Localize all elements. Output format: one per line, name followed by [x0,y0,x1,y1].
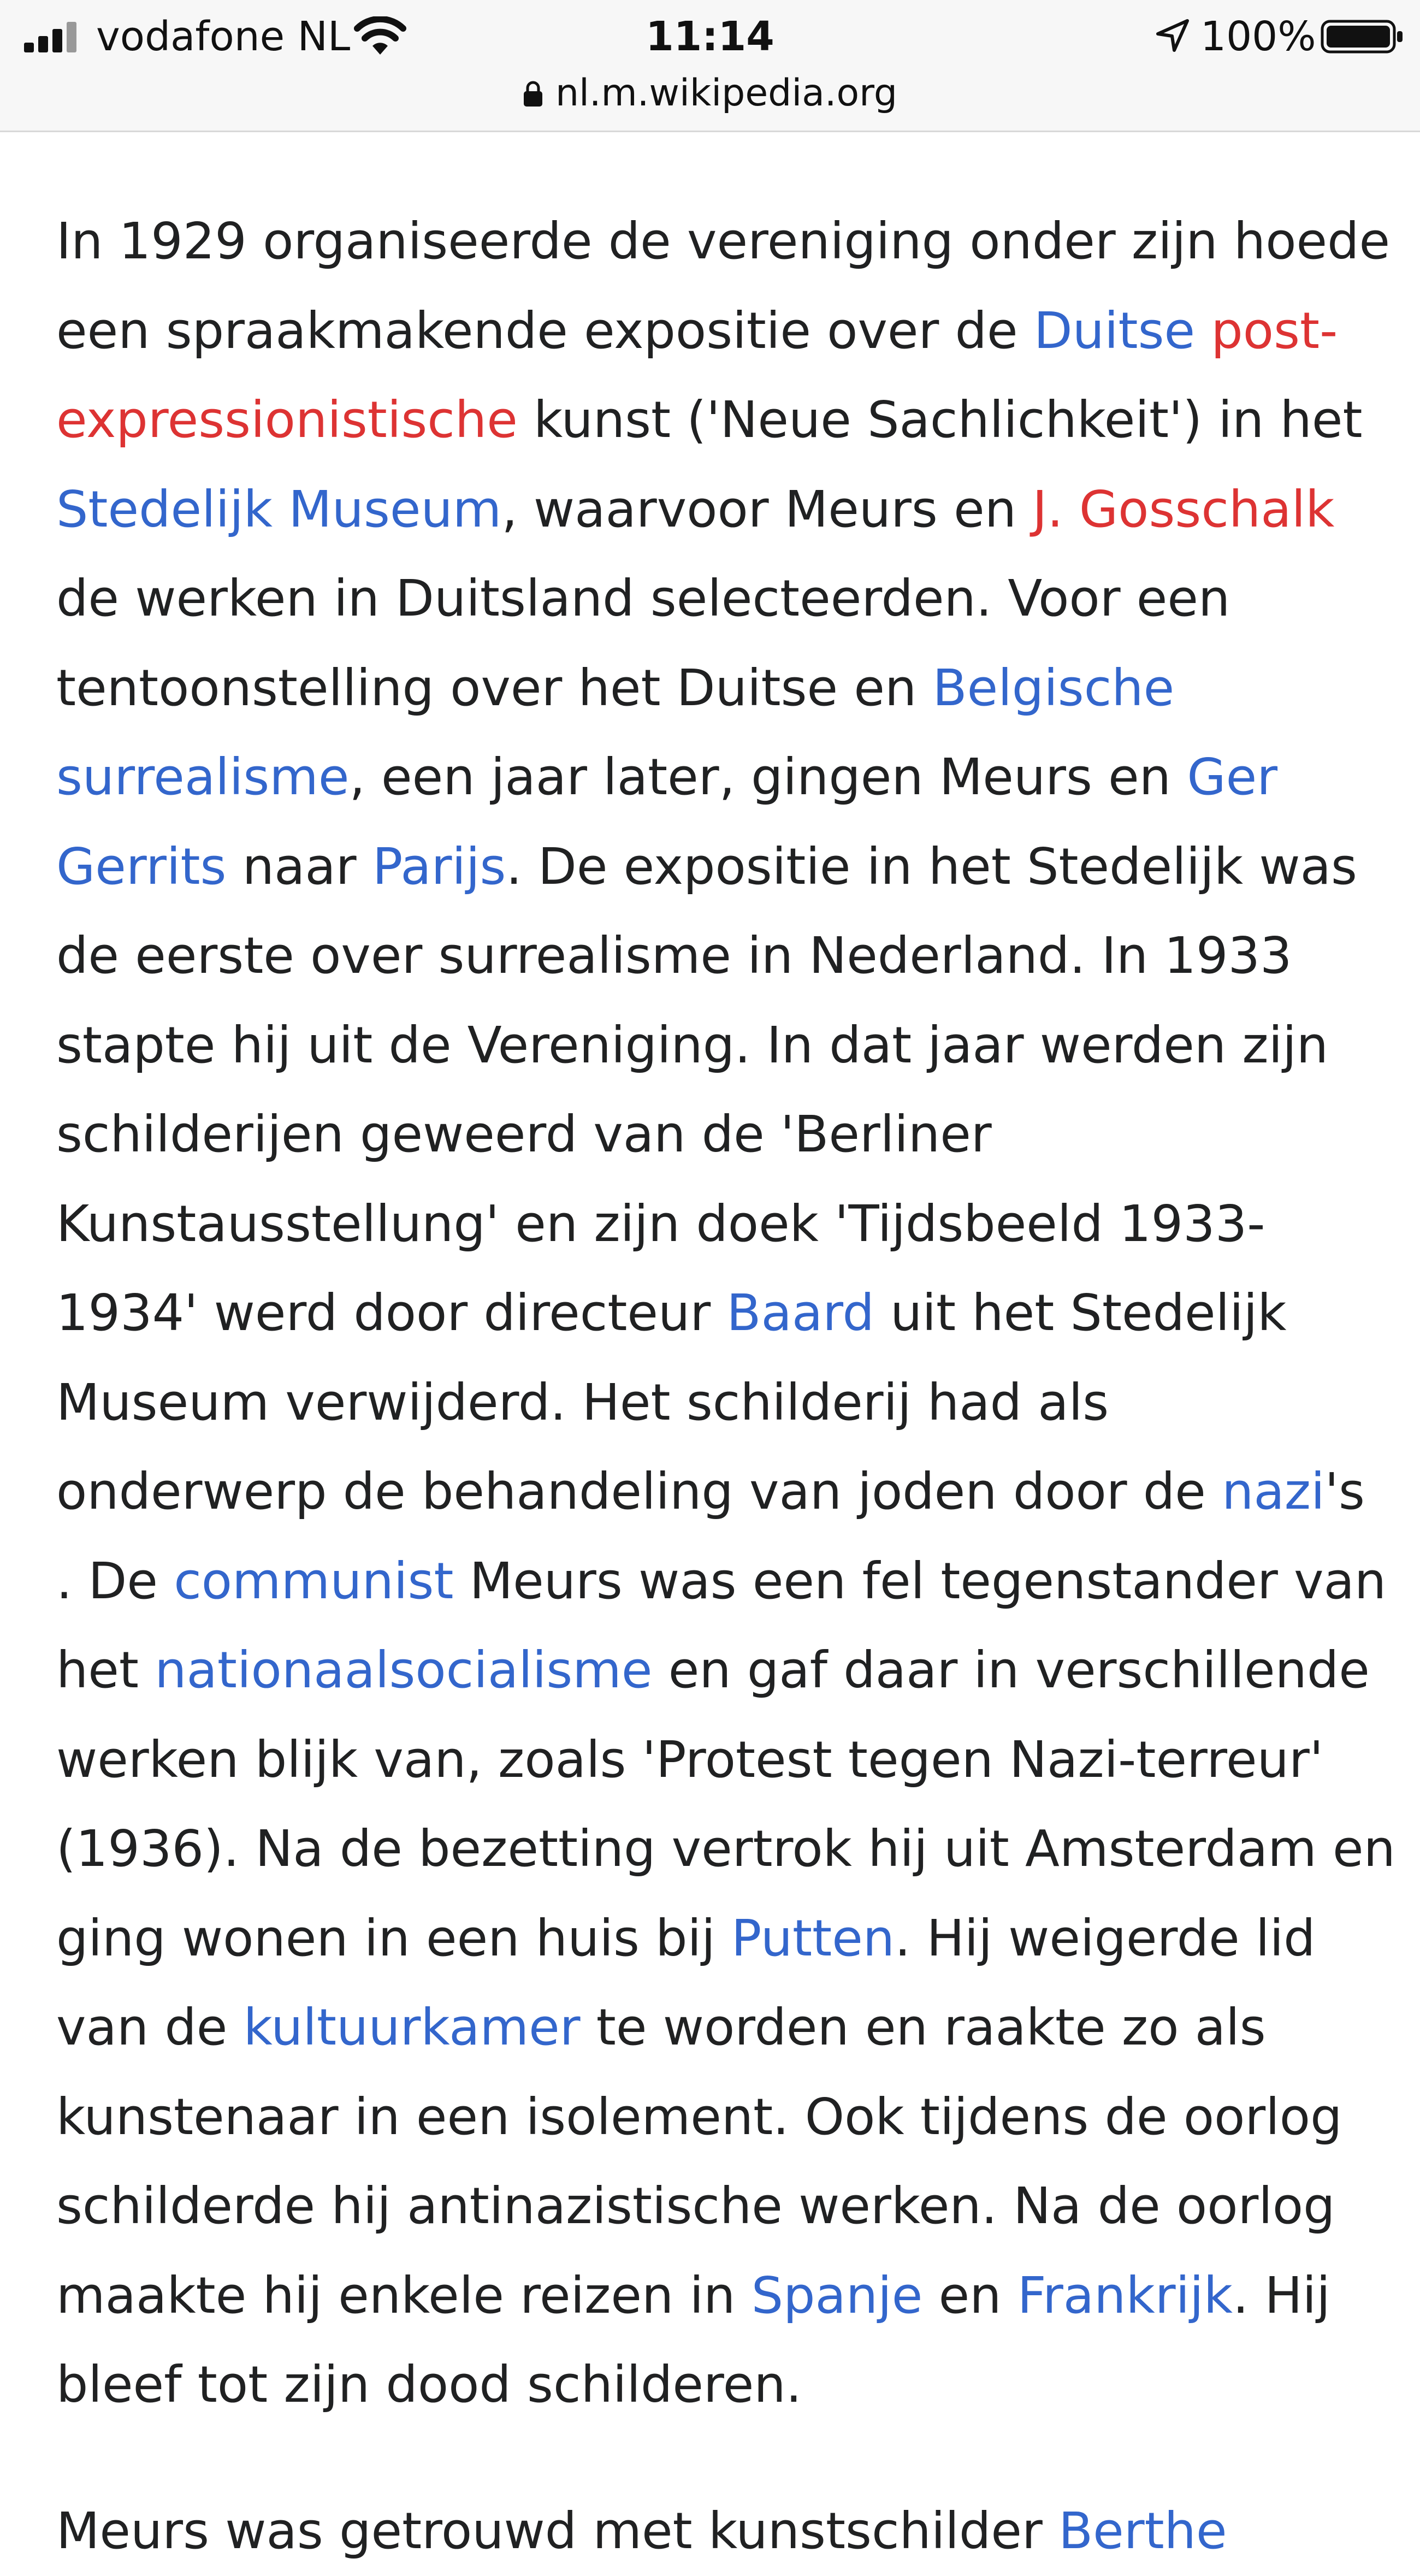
paragraph-text: kunstenaar in een isolement. Ook tijdens de oorlog [56,2087,1342,2146]
paragraph-text: 1934' werd door directeur [56,1284,727,1342]
paragraph-text: (1936). Na de bezetting vertrok hij uit Amsterdam en [56,1819,1395,1878]
link-parijs[interactable]: Parijs [372,837,506,896]
text-line [56,1447,1378,1537]
paragraph-text: werken blijk van, zoals 'Protest tegen Nazi-terreur' [56,1730,1324,1789]
text-line [56,1358,1378,1447]
battery-icon [1321,20,1404,54]
link-duitse[interactable]: Duitse [1033,301,1196,360]
link-nazi[interactable]: nazi [1222,1462,1325,1521]
article-paragraph [56,197,1395,2430]
paragraph-text: uit het Stedelijk [874,1284,1287,1342]
text-line [56,2340,1378,2430]
paragraph-text: . De expositie in het Stedelijk was [506,837,1357,896]
location-arrow-icon [1156,19,1190,52]
paragraph-text: . Hij [1232,2266,1330,2325]
text-line [56,286,1378,376]
text-line [56,1179,1378,1269]
battery-percentage: 100% [1200,13,1316,60]
link-putten[interactable]: Putten [731,1909,895,1968]
text-line [56,2251,1378,2341]
text-line [56,1715,1378,1805]
link-spanje[interactable]: Spanje [751,2266,923,2325]
paragraph-text: Kunstausstellung' en zijn doek 'Tijdsbeeld 1933- [56,1194,1265,1253]
paragraph-text: onderwerp de behandeling van joden door de [56,1462,1222,1521]
link-gerrits[interactable]: Gerrits [56,837,227,896]
link-communist[interactable]: communist [174,1551,454,1610]
link-berthe[interactable]: Berthe [1058,2502,1227,2560]
paragraph-text: schilderijen geweerd van de 'Berliner [56,1105,992,1163]
paragraph-text: . Hij weigerde lid [895,1909,1316,1968]
text-line [56,2161,1378,2251]
url-text: nl.m.wikipedia.org [555,72,898,115]
text-line [56,554,1378,643]
redlink-expressionistische[interactable]: expressionistische [56,391,518,449]
redlink-post[interactable]: post- [1211,301,1338,360]
text-line [56,465,1378,554]
paragraph-text: te worden en raakte zo als [580,1998,1266,2057]
link-nationaalsocialisme[interactable]: nationaalsocialisme [155,1641,653,1699]
text-line [56,822,1378,912]
next-paragraph [56,2486,1227,2576]
paragraph-text: naar [226,837,372,896]
text-line [56,911,1378,1001]
paragraph-text: . De [56,1551,174,1610]
text-line [56,1983,1378,2072]
paragraph-text: , waarvoor Meurs en [501,480,1033,539]
paragraph-text: In 1929 organiseerde de vereniging onder zijn hoede [56,212,1391,270]
text-line [56,2072,1378,2162]
paragraph-text: bleef tot zijn dood schilderen. [56,2355,802,2414]
link-stedelijk-museum[interactable]: Stedelijk Museum [56,480,502,539]
paragraph-text: het [56,1641,155,1699]
paragraph-text: Meurs was een fel tegenstander van [453,1551,1387,1610]
paragraph-text: en [922,2266,1017,2325]
paragraph-text: de werken in Duitsland selecteerden. Voor een [56,569,1230,628]
paragraph-text: maakte hij enkele reizen in [56,2266,752,2325]
paragraph-text: Museum verwijderd. Het schilderij had als [56,1373,1109,1432]
link-surrealisme[interactable]: surrealisme [56,748,350,806]
paragraph-text: , een jaar later, gingen Meurs en [349,748,1187,806]
paragraph-text: de eerste over surrealisme in Nederland. In 1933 [56,926,1292,985]
link-belgische[interactable]: Belgische [932,658,1175,717]
text-line [56,1268,1378,1358]
text-line [56,732,1378,822]
text-line [56,643,1378,733]
link-ger[interactable]: Ger [1187,748,1278,806]
lock-icon [523,79,543,108]
paragraph-text: schilderde hij antinazistische werken. Na de oorlog [56,2177,1335,2235]
text-line [56,1626,1378,1715]
paragraph-text: ging wonen in een huis bij [56,1909,731,1968]
carrier-name: vodafone NL [96,13,351,60]
address-bar[interactable] [0,70,1420,117]
paragraph-text: kunst ('Neue Sachlichkeit') in het [517,391,1363,449]
text-line [56,375,1378,465]
paragraph-text [1195,302,1211,360]
paragraph-text: van de [56,1998,244,2057]
paragraph-text: Meurs was getrouwd met kunstschilder [56,2502,1059,2560]
text-line [56,197,1391,286]
link-kultuurkamer[interactable]: kultuurkamer [243,1998,581,2057]
text-line [56,1537,1387,1626]
status-bar [0,0,1420,132]
paragraph-text: 's [1324,1462,1365,1521]
redlink-j-gosschalk[interactable]: J. Gosschalk [1032,480,1335,539]
paragraph-text: stapte hij uit de Vereniging. In dat jaar werden zijn [56,1015,1329,1074]
paragraph-text: en gaf daar in verschillende [652,1641,1370,1699]
link-baard[interactable]: Baard [726,1284,874,1342]
paragraph-text: een spraakmakende expositie over de [56,301,1034,360]
status-time: 11:14 [646,13,774,60]
paragraph-text: tentoonstelling over het Duitse en [56,658,933,717]
text-line [56,1804,1395,1894]
text-line [56,1090,1378,1179]
link-frankrijk[interactable]: Frankrijk [1017,2266,1233,2325]
text-line [56,1001,1378,1090]
text-line [56,1894,1378,1983]
